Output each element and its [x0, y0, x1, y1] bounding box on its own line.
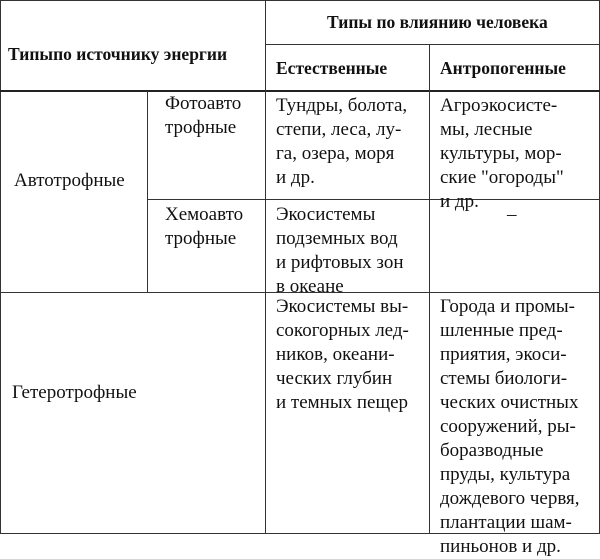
header-split-line	[265, 44, 600, 45]
hetero-anthropogenic-cell: Города и промы- шленные пред- приятия, экоси- стемы биологи- ческих очистных сооружений, ры- боразводные пруды, культура дождевого червя, плантации шам- пиньонов и др.	[440, 296, 580, 557]
photoautotrophic-label: Фотоавто трофные	[165, 93, 242, 138]
header-bottom-line	[0, 90, 600, 92]
photo-anthropogenic-cell: Агроэкосисте- мы, лесные культуры, мор- ские "огороды" и др.	[440, 95, 564, 212]
source-header: Типыпо источнику энергии	[8, 44, 228, 64]
subtype-column-line	[147, 91, 148, 292]
chemoautotrophic-label: Хемоавто трофные	[165, 204, 244, 249]
table-top-border	[0, 0, 600, 1]
natural-header: Естественные	[276, 58, 388, 78]
hetero-natural-cell: Экосистемы вы- сокогорных лед- ников, океани- ческих глубин и темных пещер	[276, 296, 409, 413]
influence-header: Типы по влиянию человека	[327, 12, 548, 32]
chemo-anthropogenic-cell: –	[507, 204, 517, 225]
natural-column-line	[265, 0, 266, 534]
anthropogenic-header: Антропогенные	[440, 58, 566, 78]
photo-natural-cell: Тундры, болота, степи, леса, лу- га, озера, моря и др.	[276, 95, 408, 188]
autotrophic-label: Автотрофные	[14, 170, 125, 191]
anthro-column-line	[429, 44, 430, 534]
table-left-border	[0, 0, 1, 534]
chemo-natural-cell: Экосистемы подземных вод и рифтовых зон в океане	[276, 204, 404, 297]
heterotrophic-label: Гетеротрофные	[12, 382, 137, 403]
